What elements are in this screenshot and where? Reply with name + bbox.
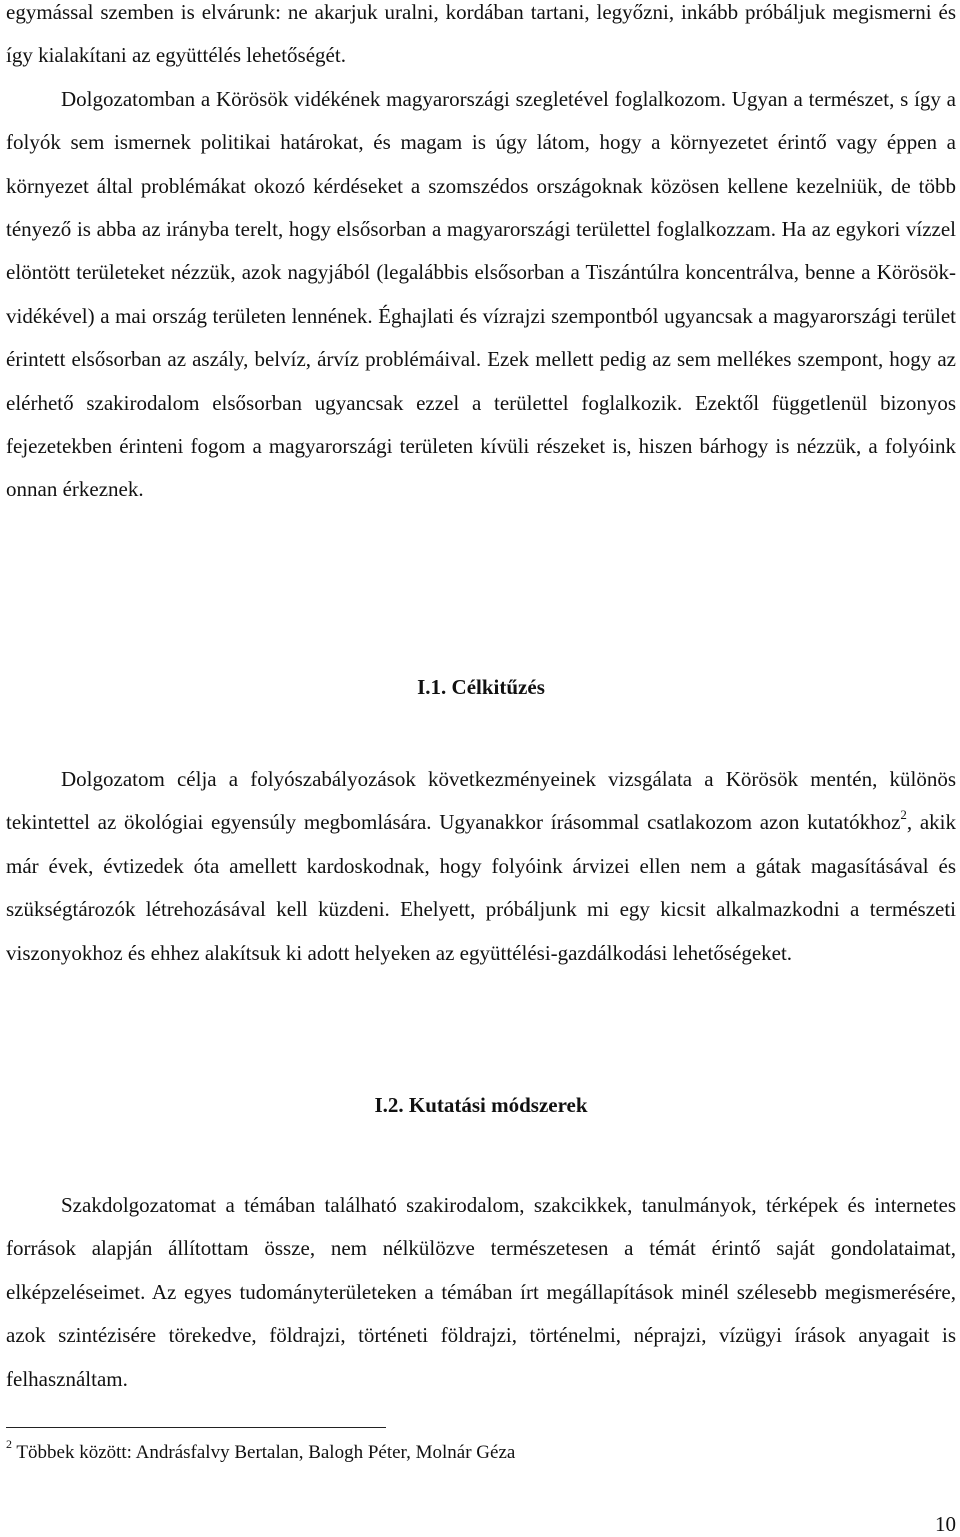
footnote-text: Többek között: Andrásfalvy Bertalan, Balogh Péter, Molnár Géza <box>12 1442 516 1463</box>
footnote <box>6 1436 946 1466</box>
footnote-marker: 2 <box>6 1436 12 1451</box>
footnote-divider <box>6 1427 386 1428</box>
page-number: 10 <box>935 1512 956 1536</box>
goals-text-end: , akik már évek, évtizedek óta amellett kardoskodnak, hogy folyóink árvizei ellen nem a gátak magasításával és szükségtározók létrehozásával kell küzdeni. Ehelyett, próbáljunk mi egy kicsit alkalmazkodni a természeti viszonyokhoz és ehhez alakítsuk ki adott helyeken az együttélési-gazdálkodási lehetőségeket. <box>6 810 956 965</box>
section-heading-methods: I.2. Kutatási módszerek <box>374 1093 588 1117</box>
section-heading-goals: I.1. Célkitűzés <box>417 675 545 699</box>
paragraph-body: Dolgozatomban a Körösök vidékének magyarországi szegletével foglalkozom. Ugyan a természet, s így a folyók sem ismernek politikai határokat, és magam is úgy látom, hogy a környezetet érintő vagy éppen a környezet által problémákat okozó kérdéseket a szomszédos országoknak közösen kellene kezelniük, de több tényező is abba az irányba terelt, hogy elsősorban a magyarországi területtel foglalkozzam. Ha az egykori vízzel elöntött területeket nézzük, azok nagyjából (legalábbis elsősorban a Tiszántúlra koncentrálva, benne a Körösök-vidékével) a mai ország területen lennének. Éghajlati és vízrajzi szempontból ugyancsak a magyarországi terület érintett elsősorban az aszály, belvíz, árvíz problémáival. Ezek mellett pedig az sem mellékes szempont, hogy az elérhető szakirodalom elsősorban ugyancsak ezzel a területtel foglalkozik. Ezektől függetlenül bizonyos fejezetekben érinteni fogom a magyarországi területen kívüli részeket is, hiszen bárhogy is nézzük, a folyóink onnan érkeznek. <box>6 86 956 502</box>
intro-text-block <box>6 0 956 512</box>
paragraph-goals <box>6 758 956 975</box>
paragraph-methods: Szakdolgozatomat a témában található szakirodalom, szakcikkek, tanulmányok, térképek és internetes források alapján állítottam össze, nem nélkülözve természetesen a témát érintő saját gondolataimat, elképzeléseimet. Az egyes tudományterületeken a témában írt megállapítások minél szélesebb megismerésére, azok szintézisére törekedve, földrajzi, történeti földrajzi, történelmi, néprajzi, vízügyi írások anyagait is felhasználtam. <box>6 1193 956 1391</box>
goals-text-start: Dolgozatom célja a folyószabályozások következményeinek vizsgálata a Körösök mentén, különös tekintettel az ökológiai egyensúly megbomlására. Ugyanakkor írásommal csatlakozom azon kutatókhoz <box>6 767 956 835</box>
paragraph-continuation: egymással szemben is elvárunk: ne akarjuk uralni, kordában tartani, legyőzni, inkább próbáljuk megismerni és így kialakítani az együttélés lehetőségét. <box>6 0 956 68</box>
footnote-reference: 2 <box>900 807 907 823</box>
